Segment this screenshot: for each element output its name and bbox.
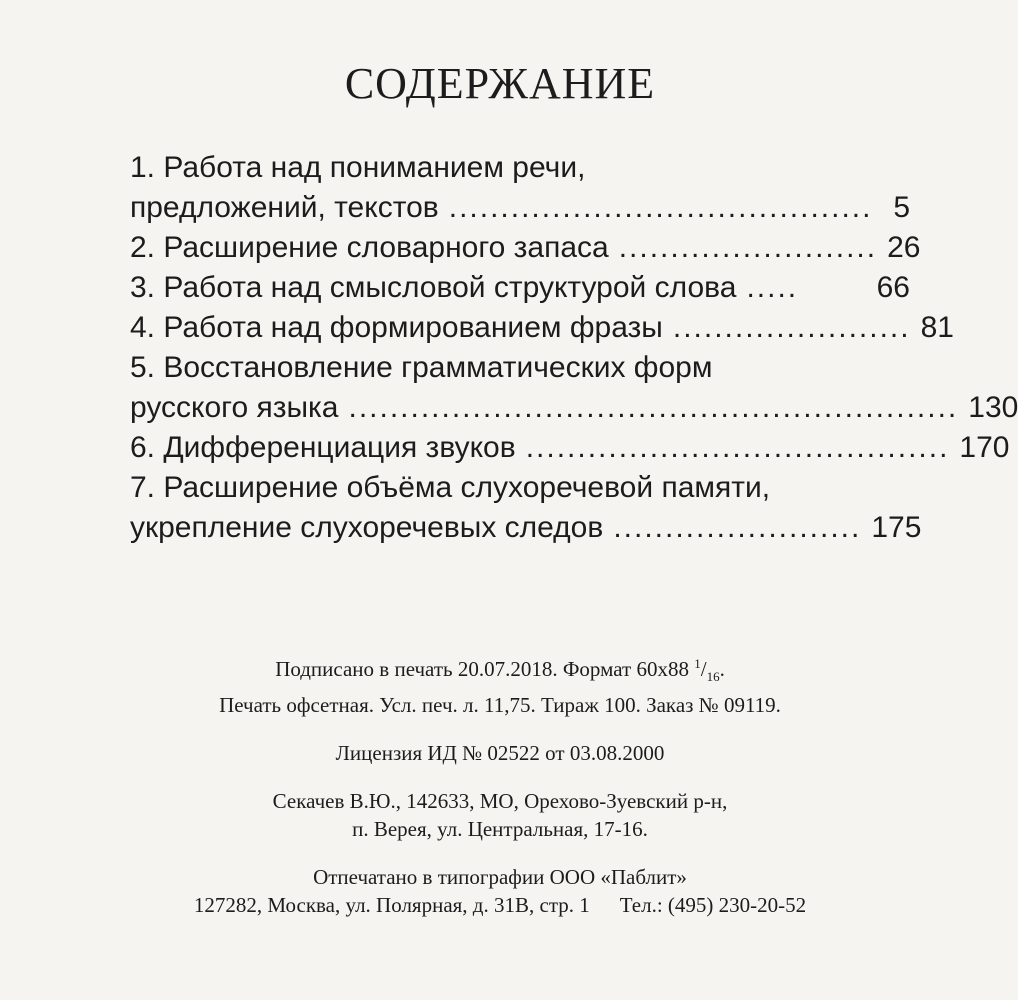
toc-item-line xyxy=(130,348,910,388)
toc-leader-dots: ....................... xyxy=(672,311,911,344)
toc-item-line xyxy=(130,428,1010,468)
toc-page-number: 26 xyxy=(887,231,921,264)
toc-page-number: 66 xyxy=(876,271,910,304)
toc-page-number: 130 xyxy=(968,391,1018,424)
toc-page-number: 5 xyxy=(893,191,910,224)
toc-leader-dots: ..... xyxy=(746,271,799,304)
toc-item-line xyxy=(130,268,910,308)
publisher-line-2: п. Верея, ул. Центральная, 17-16. xyxy=(352,817,648,842)
toc-item xyxy=(130,148,910,228)
toc-item-text: 2. Расширение словарного запаса xyxy=(130,231,609,264)
toc-item-text: 7. Расширение объёма слухоречевой памяти, xyxy=(130,471,771,504)
toc-item xyxy=(130,428,1010,468)
toc-item-line xyxy=(130,188,910,228)
toc-item-line xyxy=(130,388,1018,428)
toc-page-number: 175 xyxy=(871,511,922,544)
printer-address: 127282, Москва, ул. Полярная, д. 31В, стр. 1 xyxy=(193,893,590,918)
toc-item xyxy=(130,468,922,548)
toc-item-text: 5. Восстановление грамматических форм xyxy=(130,351,713,384)
toc-item-text: укрепление слухоречевых следов xyxy=(130,511,604,544)
toc-item-line xyxy=(130,468,910,508)
toc-leader-dots: ......................................... xyxy=(525,431,950,464)
toc-leader-dots: ......................... xyxy=(618,231,878,264)
toc-item-line xyxy=(130,508,922,548)
toc-item-line xyxy=(130,228,921,268)
toc-leader-dots: ......................................... xyxy=(448,191,873,224)
printer-phone: Тел.: (495) 230-20-52 xyxy=(619,893,807,918)
publisher-line-1: Секачев В.Ю., 142633, МО, Орехово-Зуевский р-н, xyxy=(272,789,728,814)
toc-item-text: предложений, текстов xyxy=(130,191,439,224)
toc-item-line xyxy=(130,308,954,348)
toc-item-text: 1. Работа над пониманием речи, xyxy=(130,151,586,184)
toc-item xyxy=(130,268,910,308)
printer-line-1: Отпечатано в типографии ООО «Паблит» xyxy=(313,865,687,890)
toc-page-number: 170 xyxy=(959,431,1010,464)
toc-item-text: 4. Работа над формированием фразы xyxy=(130,311,663,344)
toc-item-line xyxy=(130,148,910,188)
toc-item xyxy=(130,348,1018,428)
printer-line-2 xyxy=(0,891,1000,919)
print-line: Печать офсетная. Усл. печ. л. 11,75. Тираж 100. Заказ № 09119. xyxy=(219,693,781,718)
toc-item-text: 3. Работа над смысловой структурой слова xyxy=(130,271,737,304)
imprint-block xyxy=(0,650,1000,919)
toc-item xyxy=(130,308,954,348)
toc-leader-dots: ........................ xyxy=(613,511,862,544)
toc-item xyxy=(130,228,921,268)
toc-page-number: 81 xyxy=(920,311,954,344)
signed-line: Подписано в печать 20.07.2018. Формат 60х88 $^1/_{16}$. xyxy=(275,656,725,685)
contents-title: СОДЕРЖАНИЕ xyxy=(344,59,656,108)
toc-item-text: 6. Дифференциация звуков xyxy=(130,431,516,464)
table-of-contents xyxy=(130,148,1018,548)
toc-item-text: русского языка xyxy=(130,391,339,424)
license-line: Лицензия ИД № 02522 от 03.08.2000 xyxy=(335,741,665,766)
toc-leader-dots: ........................................................... xyxy=(348,391,959,424)
